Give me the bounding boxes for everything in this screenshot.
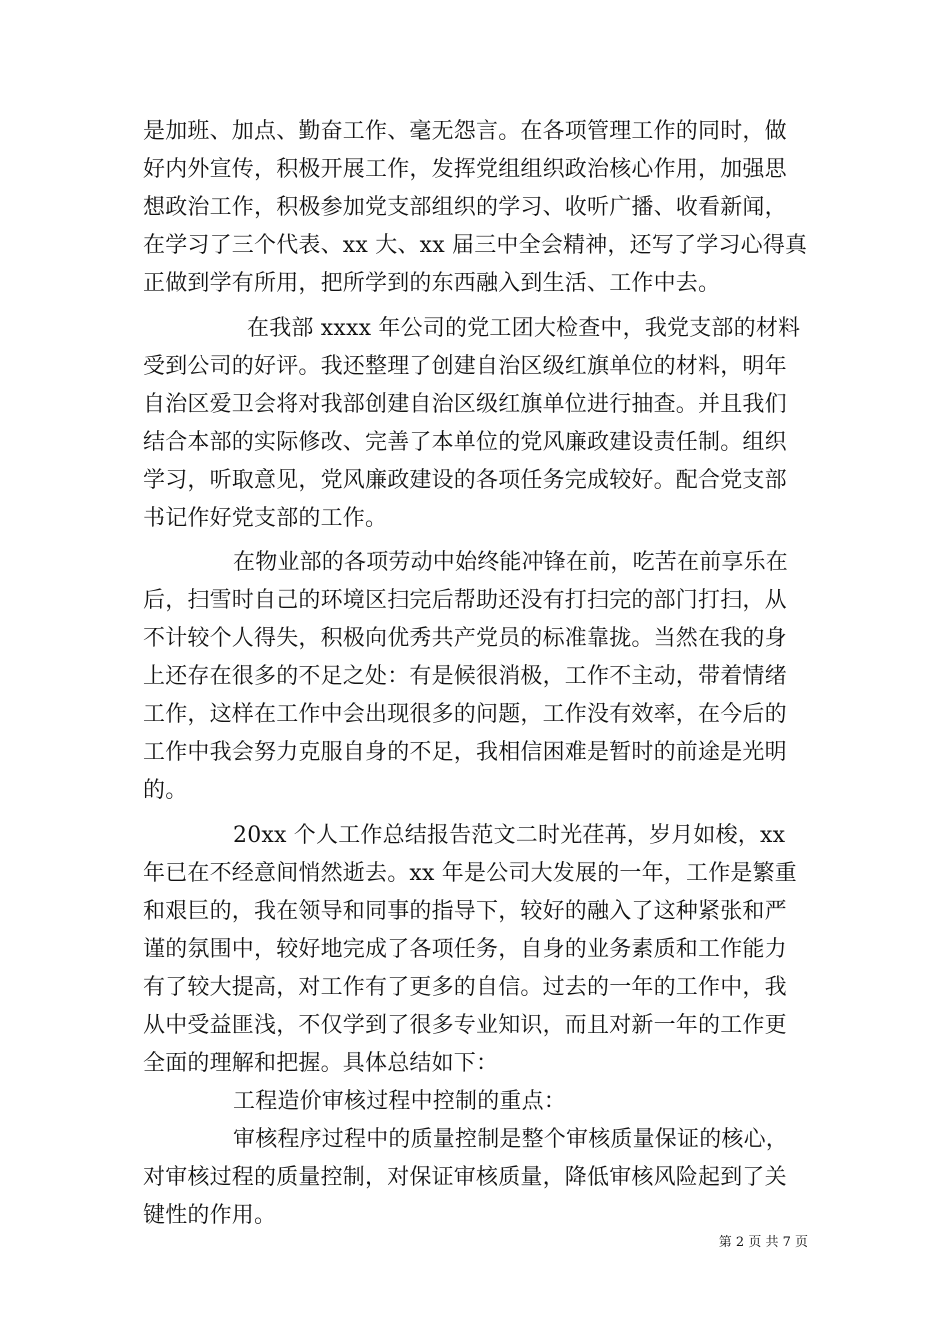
text-line: 全面的理解和把握。具体总结如下： — [143, 1051, 499, 1076]
text-line: 年已在不经意间悄然逝去。xx 年是公司大发展的一年，工作是繁重 — [143, 861, 798, 886]
page-number-footer: 第 2 页 共 7 页 — [718, 1235, 808, 1250]
text-line: 自治区爱卫会将对我部创建自治区级红旗单位进行抽查。并且我们 — [143, 392, 787, 417]
text-line: 工作中我会努力克服自身的不足，我相信困难是暂时的前途是光明 — [143, 740, 787, 765]
paragraph-start-line: 审核程序过程中的质量控制是整个审核质量保证的核心， — [233, 1127, 789, 1152]
text-line: 从中受益匪浅，不仅学到了很多专业知识，而且对新一年的工作更 — [143, 1013, 787, 1038]
text-line: 不计较个人得失，积极向优秀共产党员的标准靠拢。当然在我的身 — [143, 626, 787, 651]
text-line: 正做到学有所用，把所学到的东西融入到生活、工作中去。 — [143, 271, 721, 296]
text-line: 的。 — [143, 778, 188, 803]
text-line: 在学习了三个代表、xx 大、xx 届三中全会精神，还写了学习心得真 — [143, 233, 808, 258]
text-line: 键性的作用。 — [143, 1203, 277, 1228]
text-line: 谨的氛围中，较好地完成了各项任务，自身的业务素质和工作能力 — [143, 937, 787, 962]
text-line: 有了较大提高，对工作有了更多的自信。过去的一年的工作中，我 — [143, 975, 787, 1000]
text-line: 结合本部的实际修改、完善了本单位的党风廉政建设责任制。组织 — [143, 430, 787, 455]
text-line: 学习，听取意见，党风廉政建设的各项任务完成较好。配合党支部 — [143, 468, 787, 493]
paragraph-start-line: 在我部 xxxx 年公司的党工团大检查中，我党支部的材料 — [247, 316, 801, 341]
text-line: 后，扫雪时自己的环境区扫完后帮助还没有打扫完的部门打扫，从 — [143, 588, 787, 613]
text-line: 好内外宣传，积极开展工作，发挥党组组织政治核心作用，加强思 — [143, 157, 787, 182]
text-line: 工作，这样在工作中会出现很多的问题，工作没有效率，在今后的 — [143, 702, 787, 727]
text-line: 对审核过程的质量控制，对保证审核质量，降低审核风险起到了关 — [143, 1165, 787, 1190]
text-line: 上还存在很多的不足之处：有是候很消极，工作不主动，带着情绪 — [143, 664, 787, 689]
text-line: 受到公司的好评。我还整理了创建自治区级红旗单位的材料，明年 — [143, 354, 787, 379]
paragraph-start-line: 20xx 个人工作总结报告范文二时光荏苒，岁月如梭，xx — [233, 823, 786, 848]
text-line: 书记作好党支部的工作。 — [143, 506, 388, 531]
text-line: 想政治工作，积极参加党支部组织的学习、收听广播、收看新闻， — [143, 195, 787, 220]
section-heading-line: 工程造价审核过程中控制的重点： — [233, 1089, 567, 1114]
text-line: 和艰巨的，我在领导和同事的指导下，较好的融入了这种紧张和严 — [143, 899, 787, 924]
text-line: 是加班、加点、勤奋工作、毫无怨言。在各项管理工作的同时，做 — [143, 119, 787, 144]
paragraph-start-line: 在物业部的各项劳动中始终能冲锋在前，吃苦在前享乐在 — [233, 550, 789, 575]
